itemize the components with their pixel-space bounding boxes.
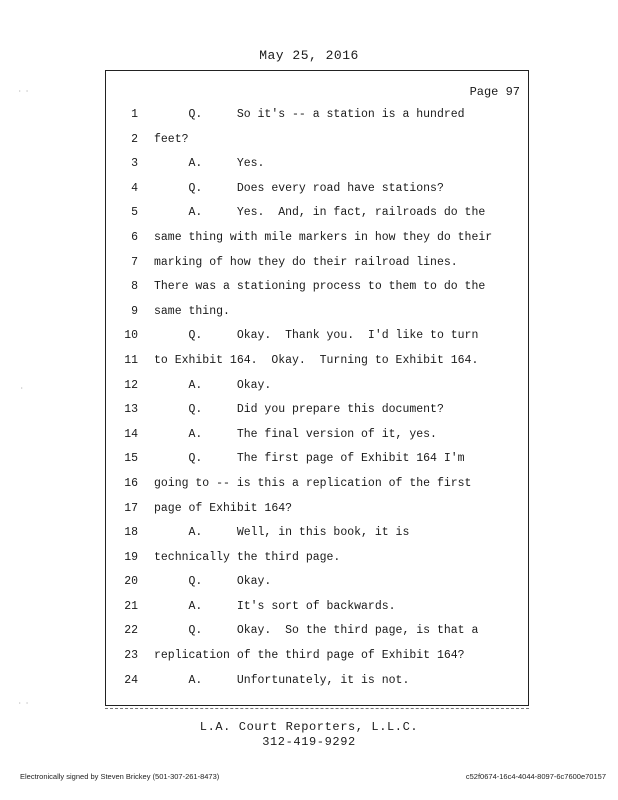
transcript-line (106, 423, 528, 448)
line-number: 19 (124, 550, 138, 564)
line-number: 16 (124, 476, 138, 490)
page-date: May 25, 2016 (259, 48, 359, 63)
line-text: A. Unfortunately, it is not. (154, 673, 410, 687)
transcript-line (106, 447, 528, 472)
line-number: 6 (131, 230, 138, 244)
transcript-line (106, 521, 528, 546)
line-text: to Exhibit 164. Okay. Turning to Exhibit 164. (154, 353, 479, 367)
line-number: 22 (124, 624, 138, 638)
line-text: A. Okay. (154, 378, 272, 392)
margin-mark: · (20, 385, 24, 392)
margin-mark: · · (18, 88, 29, 95)
transcript-line (106, 497, 528, 522)
line-number: 21 (124, 599, 138, 613)
transcript-line (106, 201, 528, 226)
transcript-line (106, 300, 528, 325)
line-text: A. The final version of it, yes. (154, 427, 437, 441)
line-text: replication of the third page of Exhibit 164? (154, 649, 465, 663)
line-text: feet? (154, 132, 189, 146)
line-number: 15 (124, 452, 138, 466)
line-number: 23 (124, 649, 138, 663)
line-number: 14 (124, 427, 138, 441)
transcript-line (106, 177, 528, 202)
line-text: going to -- is this a replication of the first (154, 476, 472, 490)
line-text: Q. Okay. Thank you. I'd like to turn (154, 329, 479, 343)
line-number: 20 (124, 575, 138, 589)
line-text: A. Yes. And, in fact, railroads do the (154, 206, 486, 220)
transcript-line (106, 644, 528, 669)
line-number: 24 (124, 673, 138, 687)
line-text: Q. The first page of Exhibit 164 I'm (154, 452, 465, 466)
line-number: 5 (131, 206, 138, 220)
line-number: 1 (131, 108, 138, 121)
line-number: 4 (131, 181, 138, 195)
transcript-line (106, 595, 528, 620)
line-number: 12 (124, 378, 138, 392)
transcript-line (106, 398, 528, 423)
line-number: 11 (124, 353, 138, 367)
line-number: 9 (131, 304, 138, 318)
line-text: A. Yes. (154, 157, 265, 171)
line-text: There was a stationing process to them to do the (154, 280, 486, 294)
transcript-line (106, 103, 528, 128)
line-number: 18 (124, 526, 138, 540)
transcript-frame (105, 70, 529, 706)
transcript-line (106, 349, 528, 374)
transcript-line (106, 152, 528, 177)
margin-mark: · · (18, 700, 29, 707)
line-number: 17 (124, 501, 138, 515)
transcript-line (106, 374, 528, 399)
line-text: Q. So it's -- a station is a hundred (154, 108, 465, 121)
line-text: marking of how they do their railroad lines. (154, 255, 458, 269)
line-text: page of Exhibit 164? (154, 501, 293, 515)
line-text: Q. Does every road have stations? (154, 181, 444, 195)
line-number: 7 (131, 255, 138, 269)
transcript-line (106, 324, 528, 349)
line-text: technically the third page. (154, 550, 341, 564)
transcript-line (106, 619, 528, 644)
footer-phone: 312-419-9292 (262, 735, 356, 749)
line-number: 10 (124, 329, 138, 343)
transcript-line (106, 275, 528, 300)
frame-bottom-rule (105, 708, 529, 709)
transcript-line (106, 472, 528, 497)
transcript-page-number: Page 97 (469, 85, 520, 99)
transcript-line (106, 226, 528, 251)
line-text: A. It's sort of backwards. (154, 599, 396, 613)
transcript-lines (106, 103, 528, 693)
transcript-line (106, 546, 528, 571)
esignature-text: Electronically signed by Steven Brickey (501-307-261-8473) (20, 772, 220, 781)
transcript-line (106, 128, 528, 153)
line-number: 13 (124, 403, 138, 417)
footer-firm: L.A. Court Reporters, L.L.C. (199, 720, 419, 734)
transcript-line (106, 570, 528, 595)
line-number: 2 (131, 132, 138, 146)
line-text: same thing with mile markers in how they do their (154, 230, 493, 244)
line-text: Q. Did you prepare this document? (154, 403, 444, 417)
transcript-line (106, 669, 528, 694)
line-text: same thing. (154, 304, 230, 318)
esignature-id: c52f0674-16c4-4044-8097-6c7600e70157 (465, 772, 606, 781)
transcript-line (106, 251, 528, 276)
line-number: 3 (131, 157, 138, 171)
line-number: 8 (131, 280, 138, 294)
line-text: Q. Okay. So the third page, is that a (154, 624, 479, 638)
line-text: A. Well, in this book, it is (154, 526, 410, 540)
line-text: Q. Okay. (154, 575, 272, 589)
